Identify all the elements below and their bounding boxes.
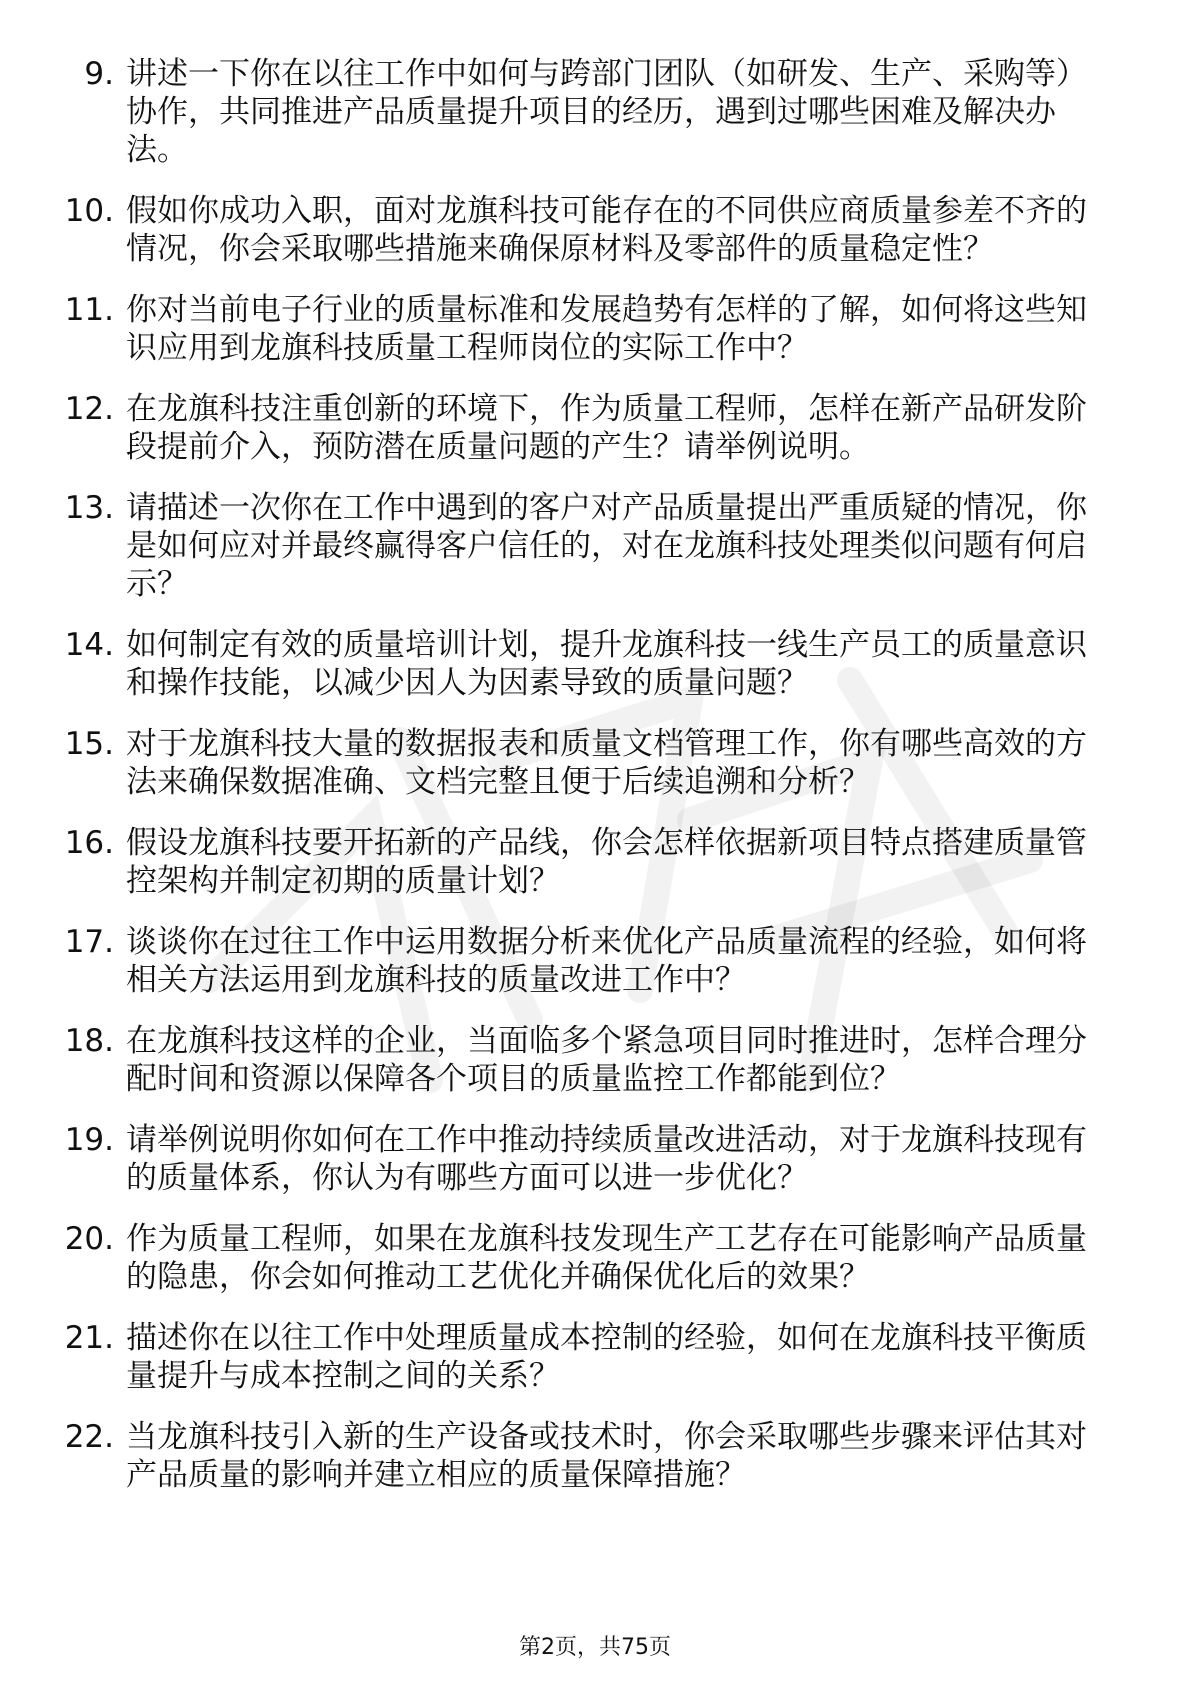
question-list bbox=[0, 52, 1190, 1514]
question-text: 描述你在以往工作中处理质量成本控制的经验，如何在龙旗科技平衡质量提升与成本控制之间的关系？ bbox=[126, 1320, 1087, 1394]
question-text: 假如你成功入职，面对龙旗科技可能存在的不同供应商质量参差不齐的情况，你会采取哪些措施来确保原材料及零部件的质量稳定性？ bbox=[126, 193, 1087, 267]
question-number: 21. bbox=[64, 1320, 114, 1356]
question-item bbox=[0, 1415, 1190, 1494]
question-item bbox=[0, 623, 1190, 702]
question-number: 11. bbox=[64, 292, 114, 328]
question-text: 请描述一次你在工作中遇到的客户对产品质量提出严重质疑的情况，你是如何应对并最终赢得客户信任的，对在龙旗科技处理类似问题有何启示？ bbox=[126, 490, 1087, 602]
question-text: 你对当前电子行业的质量标准和发展趋势有怎样的了解，如何将这些知识应用到龙旗科技质量工程师岗位的实际工作中？ bbox=[126, 292, 1087, 366]
question-item bbox=[0, 189, 1190, 268]
page-footer: 第2页，共75页 bbox=[519, 1635, 671, 1660]
question-text: 谈谈你在过往工作中运用数据分析来优化产品质量流程的经验，如何将相关方法运用到龙旗科技的质量改进工作中？ bbox=[126, 924, 1087, 998]
question-number: 17. bbox=[64, 924, 114, 960]
question-number: 18. bbox=[64, 1023, 114, 1059]
question-number: 19. bbox=[64, 1122, 114, 1158]
question-item bbox=[0, 1316, 1190, 1395]
question-number: 13. bbox=[64, 490, 114, 526]
question-text: 在龙旗科技这样的企业，当面临多个紧急项目同时推进时，怎样合理分配时间和资源以保障各个项目的质量监控工作都能到位？ bbox=[126, 1023, 1087, 1097]
question-item bbox=[0, 486, 1190, 603]
question-number: 9. bbox=[84, 56, 114, 92]
question-text: 请举例说明你如何在工作中推动持续质量改进活动，对于龙旗科技现有的质量体系，你认为有哪些方面可以进一步优化？ bbox=[126, 1122, 1087, 1196]
question-number: 14. bbox=[64, 627, 114, 663]
question-number: 15. bbox=[64, 726, 114, 762]
question-item bbox=[0, 288, 1190, 367]
question-item bbox=[0, 1217, 1190, 1296]
question-number: 20. bbox=[64, 1221, 114, 1257]
question-text: 当龙旗科技引入新的生产设备或技术时，你会采取哪些步骤来评估其对产品质量的影响并建立相应的质量保障措施？ bbox=[126, 1419, 1087, 1493]
question-item bbox=[0, 387, 1190, 466]
question-item bbox=[0, 722, 1190, 801]
question-item bbox=[0, 1118, 1190, 1197]
question-text: 对于龙旗科技大量的数据报表和质量文档管理工作，你有哪些高效的方法来确保数据准确、文档完整且便于后续追溯和分析？ bbox=[126, 726, 1087, 800]
question-item bbox=[0, 52, 1190, 169]
question-item bbox=[0, 821, 1190, 900]
question-number: 12. bbox=[64, 391, 114, 427]
question-number: 10. bbox=[64, 193, 114, 229]
question-item bbox=[0, 920, 1190, 999]
question-text: 如何制定有效的质量培训计划，提升龙旗科技一线生产员工的质量意识和操作技能，以减少因人为因素导致的质量问题？ bbox=[126, 627, 1087, 701]
question-text: 作为质量工程师，如果在龙旗科技发现生产工艺存在可能影响产品质量的隐患，你会如何推动工艺优化并确保优化后的效果？ bbox=[126, 1221, 1087, 1295]
question-item bbox=[0, 1019, 1190, 1098]
question-text: 在龙旗科技注重创新的环境下，作为质量工程师，怎样在新产品研发阶段提前介入，预防潜在质量问题的产生？请举例说明。 bbox=[126, 391, 1087, 465]
question-number: 16. bbox=[64, 825, 114, 861]
question-number: 22. bbox=[64, 1419, 114, 1455]
question-text: 讲述一下你在以往工作中如何与跨部门团队（如研发、生产、采购等）协作，共同推进产品质量提升项目的经历，遇到过哪些困难及解决办法。 bbox=[126, 56, 1087, 168]
question-text: 假设龙旗科技要开拓新的产品线，你会怎样依据新项目特点搭建质量管控架构并制定初期的质量计划？ bbox=[126, 825, 1087, 899]
